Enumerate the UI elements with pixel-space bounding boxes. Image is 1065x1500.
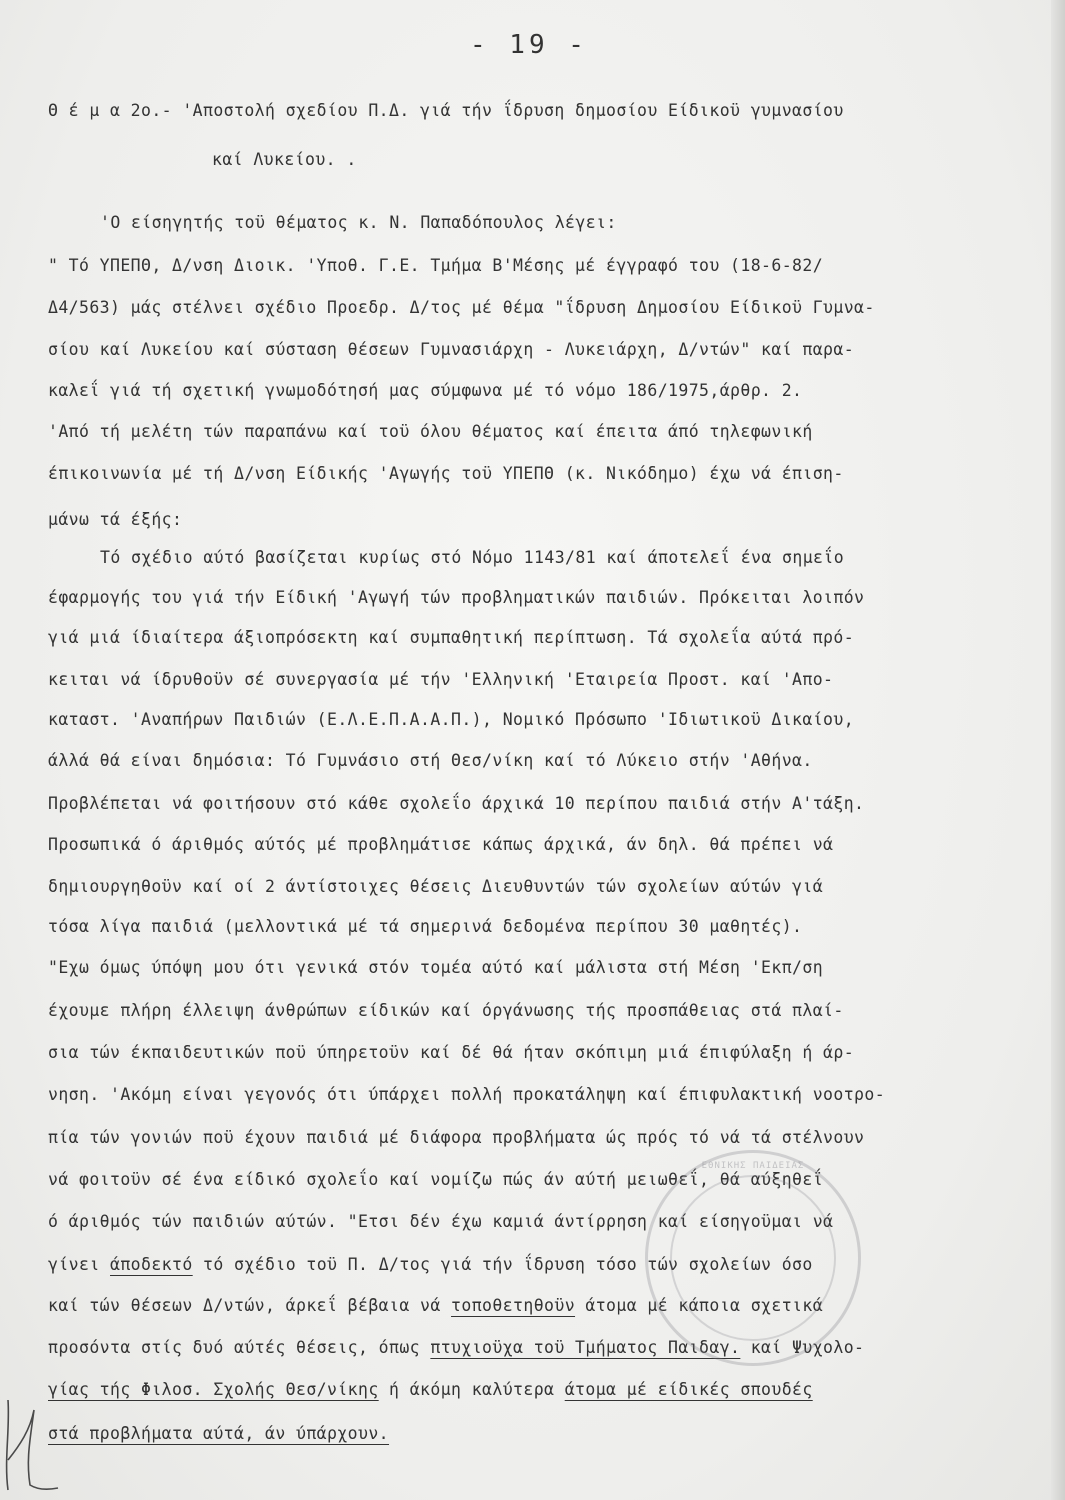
body-line-23: πία τών γονιών ποϋ έχουν παιδιά μέ διάφορα προβλήματα ώς πρός τό νά τά στέλνουν bbox=[48, 1128, 865, 1147]
body-line-29 bbox=[48, 1380, 813, 1399]
handwritten-signature bbox=[0, 1390, 60, 1500]
body-line-17: δημιουργηθοϋν καί οί 2 άντίστοιχες θέσεις Διευθυντών τών σχολείων αύτών γιά bbox=[48, 877, 824, 896]
text-segment: καί τών θέσεων Δ/ντών, άρκεΐ βέβαια νά bbox=[48, 1296, 452, 1315]
text-segment: τό σχέδιο τοϋ Π. Δ/τος γιά τήν ΐδρυση τόσο τών σχολείων όσο bbox=[192, 1255, 813, 1274]
body-line-15: Προβλέπεται νά φοιτήσουν στό κάθε σχολεΐο άρχικά 10 περίπου παιδιά στήν Α'τάξη. bbox=[48, 794, 865, 813]
body-line-22: νηση. 'Ακόμη είναι γεγονός ότι ύπάρχει πολλή προκατάληψη καί έπιφυλακτική νοοτρο- bbox=[48, 1085, 886, 1104]
text-segment: γίνει bbox=[48, 1255, 111, 1274]
body-line-11: γιά μιά ίδιαίτερα άξιοπρόσεκτη καί συμπαθητική περίπτωση. Τά σχολεΐα αύτά πρό- bbox=[48, 628, 855, 647]
body-line-16: Προσωπικά ό άριθμός αύτός μέ προβλημάτισε κάπως άρχικά, άν δηλ. θά πρέπει νά bbox=[48, 835, 834, 854]
page-edge-shadow bbox=[1051, 0, 1065, 1500]
body-line-5: καλεΐ γιά τή σχετική γνωμοδότησή μας σύμφωνα μέ τό νόμο 186/1975,άρθρ. 2. bbox=[48, 381, 803, 400]
body-line-30 bbox=[48, 1424, 389, 1443]
underlined-text: γίας τής Φιλοσ. Σχολής Θεσ/νίκης bbox=[48, 1380, 379, 1399]
text-segment: προσόντα στίς δυό αύτές θέσεις, όπως bbox=[48, 1338, 431, 1357]
seal-text: ΕΘΝΙΚΗΣ ΠΑΙΔΕΙΑΣ bbox=[701, 1161, 805, 1171]
underlined-text: πτυχιοϋχα τοϋ Τμήματος Παιδαγ. bbox=[430, 1338, 741, 1357]
text-segment: ή άκόμη καλύτερα bbox=[378, 1380, 565, 1399]
subject-line-1: Θ έ μ α 2ο.- 'Αποστολή σχεδίου Π.Δ. γιά τήν ΐδρυση δημοσίου Είδικοϋ γυμνασίου bbox=[48, 101, 844, 120]
body-line-19: "Εχω όμως ύπόψη μου ότι γενικά στόν τομέα αύτό καί μάλιστα στή Μέση 'Εκπ/ση bbox=[48, 958, 824, 977]
subject-line-2: καί Λυκείου. . bbox=[212, 150, 357, 169]
body-line-4: σίου καί Λυκείου καί σύσταση θέσεων Γυμνασιάρχη - Λυκειάρχη, Δ/ντών" καί παρα- bbox=[48, 340, 855, 359]
body-line-1: 'Ο είσηγητής τοϋ θέματος κ. Ν. Παπαδόπουλος λέγει: bbox=[100, 213, 617, 232]
body-line-2: " Τό ΥΠΕΠΘ, Δ/νση Διοικ. 'Υποθ. Γ.Ε. Τμήμα Β'Μέσης μέ έγγραφό του (18-6-82/ bbox=[48, 256, 824, 275]
body-line-25: ό άριθμός τών παιδιών αύτών. "Ετσι δέν έχω καμιά άντίρρηση καί είσηγοϋμαι νά bbox=[48, 1212, 834, 1231]
body-line-3: Δ4/563) μάς στέλνει σχέδιο Προεδρ. Δ/τος μέ θέμα "ΐδρυση Δημοσίου Είδικοϋ Γυμνα- bbox=[48, 298, 875, 317]
body-line-18: τόσα λίγα παιδιά (μελλοντικά μέ τά σημερινά δεδομένα περίπου 30 μαθητές). bbox=[48, 917, 803, 936]
underlined-text: τοποθετηθοϋν bbox=[451, 1296, 576, 1315]
body-line-6: 'Από τή μελέτη τών παραπάνω καί τοϋ όλου θέματος καί έπειτα άπό τηλεφωνική bbox=[48, 422, 813, 441]
page-number: - 19 - bbox=[470, 30, 588, 60]
body-line-20: έχουμε πλήρη έλλειψη άνθρώπων είδικών καί όργάνωσης τής προσπάθειας στά πλαί- bbox=[48, 1001, 844, 1020]
text-segment: άτομα μέ κάποια σχετικά bbox=[575, 1296, 824, 1315]
body-line-7: έπικοινωνία μέ τή Δ/νση Είδικής 'Αγωγής τοϋ ΥΠΕΠΘ (κ. Νικόδημο) έχω νά έπιση- bbox=[48, 464, 844, 483]
body-line-21: σια τών έκπαιδευτικών ποϋ ύπηρετοϋν καί δέ θά ήταν σκόπιμη μιά έπιφύλαξη ή άρ- bbox=[48, 1043, 855, 1062]
text-segment: καί Ψυχολο- bbox=[740, 1338, 865, 1357]
official-seal-stamp bbox=[645, 1150, 861, 1366]
body-line-10: έφαρμογής του γιά τήν Είδική 'Αγωγή τών προβληματικών παιδιών. Πρόκειται λοιπόν bbox=[48, 588, 865, 607]
body-line-9: Τό σχέδιο αύτό βασίζεται κυρίως στό Νόμο 1143/81 καί άποτελεΐ ένα σημεΐο bbox=[100, 548, 845, 567]
body-line-13: καταστ. 'Αναπήρων Παιδιών (Ε.Λ.Ε.Π.Α.Α.Π.), Νομικό Πρόσωπο 'Ιδιωτικοϋ Δικαίου, bbox=[48, 710, 855, 729]
underlined-text: άποδεκτό bbox=[110, 1255, 193, 1274]
underlined-text: άτομα μέ είδικές σπουδές bbox=[564, 1380, 813, 1399]
underlined-text: στά προβλήματα αύτά, άν ύπάρχουν. bbox=[48, 1424, 390, 1443]
body-line-8: μάνω τά έξής: bbox=[48, 510, 183, 529]
body-line-24: νά φοιτοϋν σέ ένα είδικό σχολεΐο καί νομίζω πώς άν αύτή μειωθεΐ, θά αύξηθεΐ bbox=[48, 1170, 824, 1189]
body-line-12: κειται νά ίδρυθοϋν σέ συνεργασία μέ τήν 'Ελληνική 'Εταιρεία Προστ. καί 'Απο- bbox=[48, 670, 834, 689]
body-line-14: άλλά θά είναι δημόσια: Τό Γυμνάσιο στή Θεσ/νίκη καί τό Λύκειο στήν 'Αθήνα. bbox=[48, 751, 813, 770]
